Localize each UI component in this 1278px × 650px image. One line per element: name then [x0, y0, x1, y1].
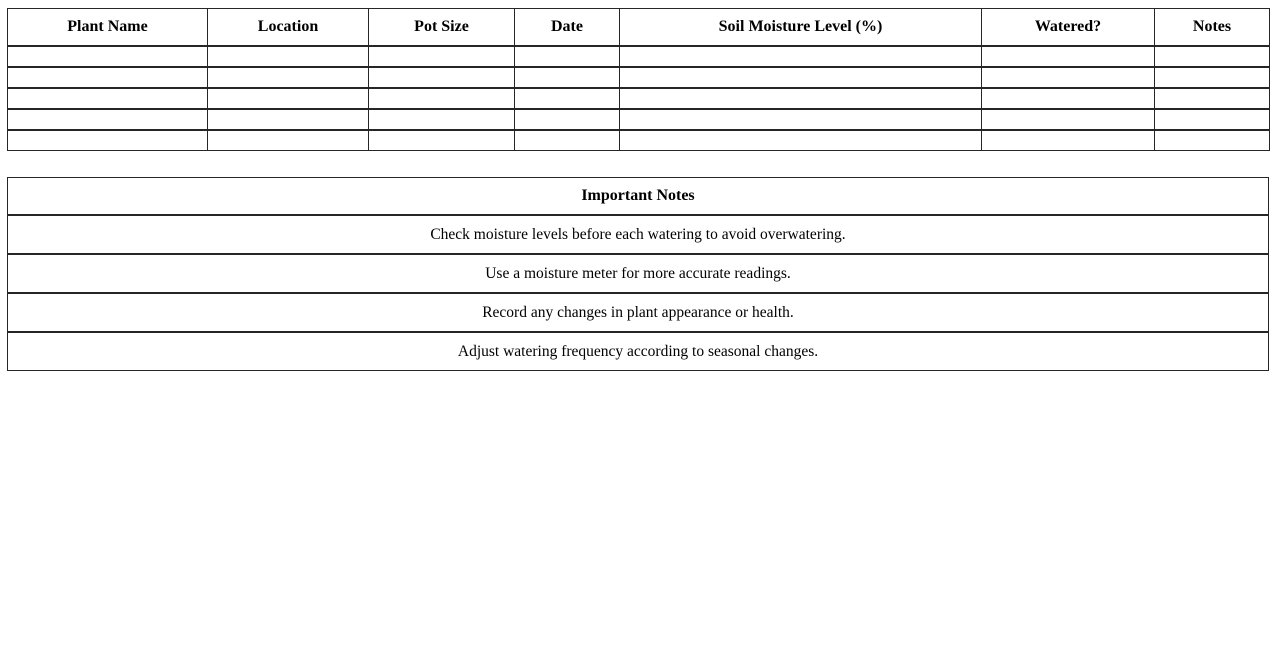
log-cell-watered — [982, 67, 1155, 88]
column-header-plant-name: Plant Name — [8, 9, 208, 47]
log-empty-row — [8, 109, 1270, 130]
note-text: Adjust watering frequency according to seasonal changes. — [8, 332, 1269, 371]
log-cell-plant-name — [8, 130, 208, 151]
log-cell-notes — [1155, 109, 1270, 130]
log-cell-date — [515, 46, 620, 67]
note-text: Use a moisture meter for more accurate readings. — [8, 254, 1269, 293]
log-cell-notes — [1155, 88, 1270, 109]
log-cell-watered — [982, 88, 1155, 109]
notes-title-row — [8, 178, 1269, 216]
log-cell-location — [208, 67, 369, 88]
note-text: Record any changes in plant appearance or health. — [8, 293, 1269, 332]
log-empty-row — [8, 88, 1270, 109]
column-header-watered: Watered? — [982, 9, 1155, 47]
log-cell-date — [515, 67, 620, 88]
log-cell-location — [208, 109, 369, 130]
log-header-row — [8, 9, 1270, 47]
log-cell-soil-moisture — [620, 46, 982, 67]
log-cell-notes — [1155, 67, 1270, 88]
log-empty-row — [8, 46, 1270, 67]
log-empty-row — [8, 130, 1270, 151]
column-header-soil-moisture: Soil Moisture Level (%) — [620, 9, 982, 47]
note-text: Check moisture levels before each watering to avoid overwatering. — [8, 215, 1269, 254]
column-header-pot-size: Pot Size — [369, 9, 515, 47]
log-empty-row — [8, 67, 1270, 88]
log-cell-date — [515, 130, 620, 151]
note-row — [8, 332, 1269, 371]
log-cell-location — [208, 130, 369, 151]
log-cell-date — [515, 88, 620, 109]
log-cell-date — [515, 109, 620, 130]
log-cell-soil-moisture — [620, 130, 982, 151]
column-header-date: Date — [515, 9, 620, 47]
log-cell-pot-size — [369, 109, 515, 130]
note-row — [8, 254, 1269, 293]
log-cell-pot-size — [369, 67, 515, 88]
log-cell-watered — [982, 109, 1155, 130]
important-notes-table — [7, 177, 1269, 371]
column-header-location: Location — [208, 9, 369, 47]
log-cell-notes — [1155, 46, 1270, 67]
log-cell-plant-name — [8, 67, 208, 88]
log-cell-pot-size — [369, 130, 515, 151]
log-cell-notes — [1155, 130, 1270, 151]
log-cell-pot-size — [369, 88, 515, 109]
log-cell-watered — [982, 130, 1155, 151]
log-cell-location — [208, 88, 369, 109]
log-cell-pot-size — [369, 46, 515, 67]
log-cell-watered — [982, 46, 1155, 67]
log-cell-soil-moisture — [620, 109, 982, 130]
log-cell-plant-name — [8, 88, 208, 109]
note-row — [8, 215, 1269, 254]
note-row — [8, 293, 1269, 332]
log-cell-soil-moisture — [620, 88, 982, 109]
log-cell-soil-moisture — [620, 67, 982, 88]
notes-table-title: Important Notes — [8, 178, 1269, 216]
column-header-notes: Notes — [1155, 9, 1270, 47]
log-cell-plant-name — [8, 46, 208, 67]
watering-log-table — [7, 8, 1270, 151]
log-cell-location — [208, 46, 369, 67]
log-cell-plant-name — [8, 109, 208, 130]
